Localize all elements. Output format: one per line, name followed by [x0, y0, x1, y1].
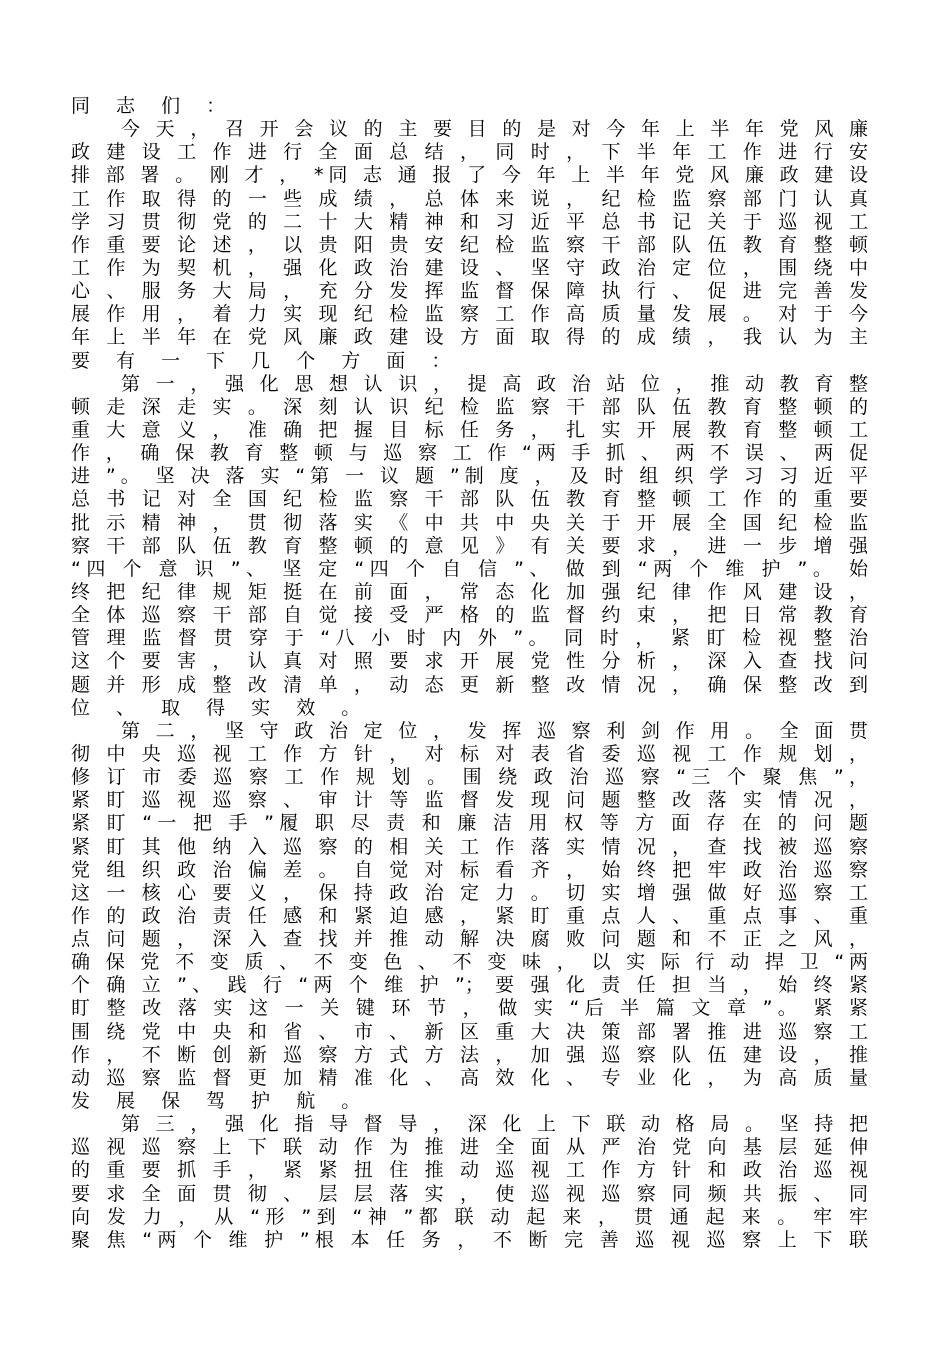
text-line: 排 部 署 。 刚 才 ， *同 志 通 报 了 今 年 上 半 年 党 风 廉 政 建 设: [71, 164, 868, 187]
text-line: 点 问 题 ， 深 入 查 找 并 推 动 解 决 腐 败 问 题 和 不 正 之 风 ，: [71, 928, 868, 951]
text-line: 围 绕 党 中 央 和 省 、 市 、 新 区 重 大 决 策 部 署 推 进 巡 察 工: [71, 1020, 868, 1043]
text-line: 紧 盯 其 他 纳 入 巡 察 的 相 关 工 作 落 实 情 况 ， 查 找 被 巡 察: [71, 835, 868, 858]
text-line: 彻 中 央 巡 视 工 作 方 针 ， 对 标 对 表 省 委 巡 视 工 作 规 划 ，: [71, 742, 868, 765]
text-line: 第 三 ， 强 化 指 导 督 导 ， 深 化 上 下 联 动 格 局 。 坚 持 把: [121, 1113, 868, 1136]
text-line: 盯 整 改 落 实 这 一 关 键 环 节 ， 做 实 “后 半 篇 文 章 ”。 紧 紧: [71, 997, 868, 1020]
text-line: 今 天 ， 召 开 会 议 的 主 要 目 的 是 对 今 年 上 半 年 党 风 廉: [121, 118, 868, 141]
text-line: “四 个 意 识 ”、 坚 定 “四 个 自 信 ”、 做 到 “两 个 维 护 ”。 始: [71, 557, 868, 580]
text-line: 确 保 党 不 变 质 、 不 变 色 、 不 变 味 ， 以 实 际 行 动 捍 卫 “两: [71, 951, 868, 974]
text-line: 终 把 纪 律 规 矩 挺 在 前 面 ， 常 态 化 加 强 纪 律 作 风 建 设 ，: [71, 580, 868, 603]
text-line: 管 理 监 督 贯 穿 于 “八 小 时 内 外 ”。 同 时 ， 紧 盯 检 视 整 治: [71, 627, 868, 650]
text-line: 发 展 保 驾 护 航 。: [71, 1090, 371, 1113]
text-line: 位 、 取 得 实 效 。: [71, 696, 371, 719]
text-line: 察 干 部 队 伍 教 育 整 顿 的 意 见 》 有 关 要 求 ， 进 一 步 增 强: [71, 534, 868, 557]
text-line: 的 重 要 抓 手 ， 紧 紧 扭 住 推 动 巡 视 工 作 方 针 和 政 治 巡 视: [71, 1159, 868, 1182]
text-line: 要 有 一 下 几 个 方 面 ：: [71, 349, 461, 372]
text-line: 总 书 记 对 全 国 纪 检 监 察 干 部 队 伍 教 育 整 顿 工 作 的 重 要: [71, 488, 868, 511]
text-line: 工 作 为 契 机 ， 强 化 政 治 建 设 、 坚 守 政 治 定 位 ， 围 绕 中: [71, 256, 868, 279]
text-line: 学 习 贯 彻 党 的 二 十 大 精 神 和 习 近 平 总 书 记 关 于 巡 视 工: [71, 210, 868, 233]
text-line: 动 巡 察 监 督 更 加 精 准 化 、 高 效 化 、 专 业 化 ， 为 高 质 量: [71, 1066, 868, 1089]
text-line: 第 一 ， 强 化 思 想 认 识 ， 提 高 政 治 站 位 ， 推 动 教 育 整: [121, 372, 868, 395]
text-line: 作 ， 不 断 创 新 巡 察 方 式 方 法 ， 加 强 巡 察 队 伍 建 设 ， 推: [71, 1043, 868, 1066]
text-line: 顿 走 深 走 实 。 深 刻 认 识 纪 检 监 察 干 部 队 伍 教 育 整 顿 的: [71, 395, 868, 418]
text-line: 个 确 立 ”、 践 行 “两 个 维 护 ”； 要 强 化 责 任 担 当 ， 始 终 紧: [71, 974, 868, 997]
text-line: 政 建 设 工 作 进 行 全 面 总 结 ， 同 时 ， 下 半 年 工 作 进 行 安: [71, 141, 868, 164]
text-line: 同 志 们 ：: [71, 95, 236, 117]
text-line: 全 体 巡 察 干 部 自 觉 接 受 严 格 的 监 督 约 束 ， 把 日 常 教 育: [71, 604, 868, 627]
text-line: 作 的 政 治 责 任 感 和 紧 迫 感 ， 紧 盯 重 点 人 、 重 点 事 、 重: [71, 904, 868, 927]
text-line: 修 订 市 委 巡 察 工 作 规 划 。 围 绕 政 治 巡 察 “三 个 聚 焦 ”，: [71, 766, 868, 789]
text-line: 进 ”。 坚 决 落 实 “第 一 议 题 ”制 度 ， 及 时 组 织 学 习 习 近 平: [71, 465, 868, 488]
text-line: 题 并 形 成 整 改 清 单 ， 动 态 更 新 整 改 情 况 ， 确 保 整 改 到: [71, 673, 868, 696]
text-line: 第 二 ， 坚 守 政 治 定 位 ， 发 挥 巡 察 利 剑 作 用 。 全 面 贯: [121, 719, 868, 742]
text-line: 这 一 核 心 要 义 ， 保 持 政 治 定 力 。 切 实 增 强 做 好 巡 察 工: [71, 881, 868, 904]
text-line: 展 作 用 ， 着 力 实 现 纪 检 监 察 工 作 高 质 量 发 展 。 对 于 今: [71, 303, 868, 326]
text-line: 重 大 意 义 ， 准 确 把 握 目 标 任 务 ， 扎 实 开 展 教 育 整 顿 工: [71, 418, 868, 441]
text-line: 向 发 力 ， 从 “形 ”到 “神 ”都 联 动 起 来 ， 贯 通 起 来 。 牢 牢: [71, 1205, 868, 1228]
text-line: 这 个 要 害 ， 认 真 对 照 要 求 开 展 党 性 分 析 ， 深 入 查 找 问: [71, 650, 868, 673]
text-line: 作 重 要 论 述 ， 以 贵 阳 贵 安 纪 检 监 察 干 部 队 伍 教 育 整 顿: [71, 233, 868, 256]
text-line: 批 示 精 神 ， 贯 彻 落 实 《 中 共 中 央 关 于 开 展 全 国 纪 检 监: [71, 511, 868, 534]
text-line: 工 作 取 得 的 一 些 成 绩 ， 总 体 来 说 ， 纪 检 监 察 部 门 认 真: [71, 187, 868, 210]
text-line: 党 组 织 政 治 偏 差 。 自 觉 对 标 看 齐 ， 始 终 把 牢 政 治 巡 察: [71, 858, 868, 881]
text-line: 心 、 服 务 大 局 ， 充 分 发 挥 监 督 保 障 执 行 、 促 进 完 善 发: [71, 280, 868, 303]
text-line: 紧 盯 “一 把 手 ”履 职 尽 责 和 廉 洁 用 权 等 方 面 存 在 的 问 题: [71, 812, 868, 835]
text-line: 年 上 半 年 在 党 风 廉 政 建 设 方 面 取 得 的 成 绩 ， 我 认 为 主: [71, 326, 868, 349]
text-line: 巡 视 巡 察 上 下 联 动 作 为 推 进 全 面 从 严 治 党 向 基 层 延 伸: [71, 1136, 868, 1159]
text-line: 聚 焦 “两 个 维 护 ”根 本 任 务 ， 不 断 完 善 巡 视 巡 察 上 下 联: [71, 1228, 868, 1251]
document-page: [71, 95, 868, 1252]
text-line: 紧 盯 巡 视 巡 察 、 审 计 等 监 督 发 现 问 题 整 改 落 实 情 况 ，: [71, 789, 868, 812]
text-line: 要 求 全 面 贯 彻 、 层 层 落 实 ， 使 巡 视 巡 察 同 频 共 振 、 同: [71, 1182, 868, 1205]
text-line: 作 ， 确 保 教 育 整 顿 与 巡 察 工 作 “两 手 抓 、 两 不 误 、 两 促: [71, 442, 868, 465]
